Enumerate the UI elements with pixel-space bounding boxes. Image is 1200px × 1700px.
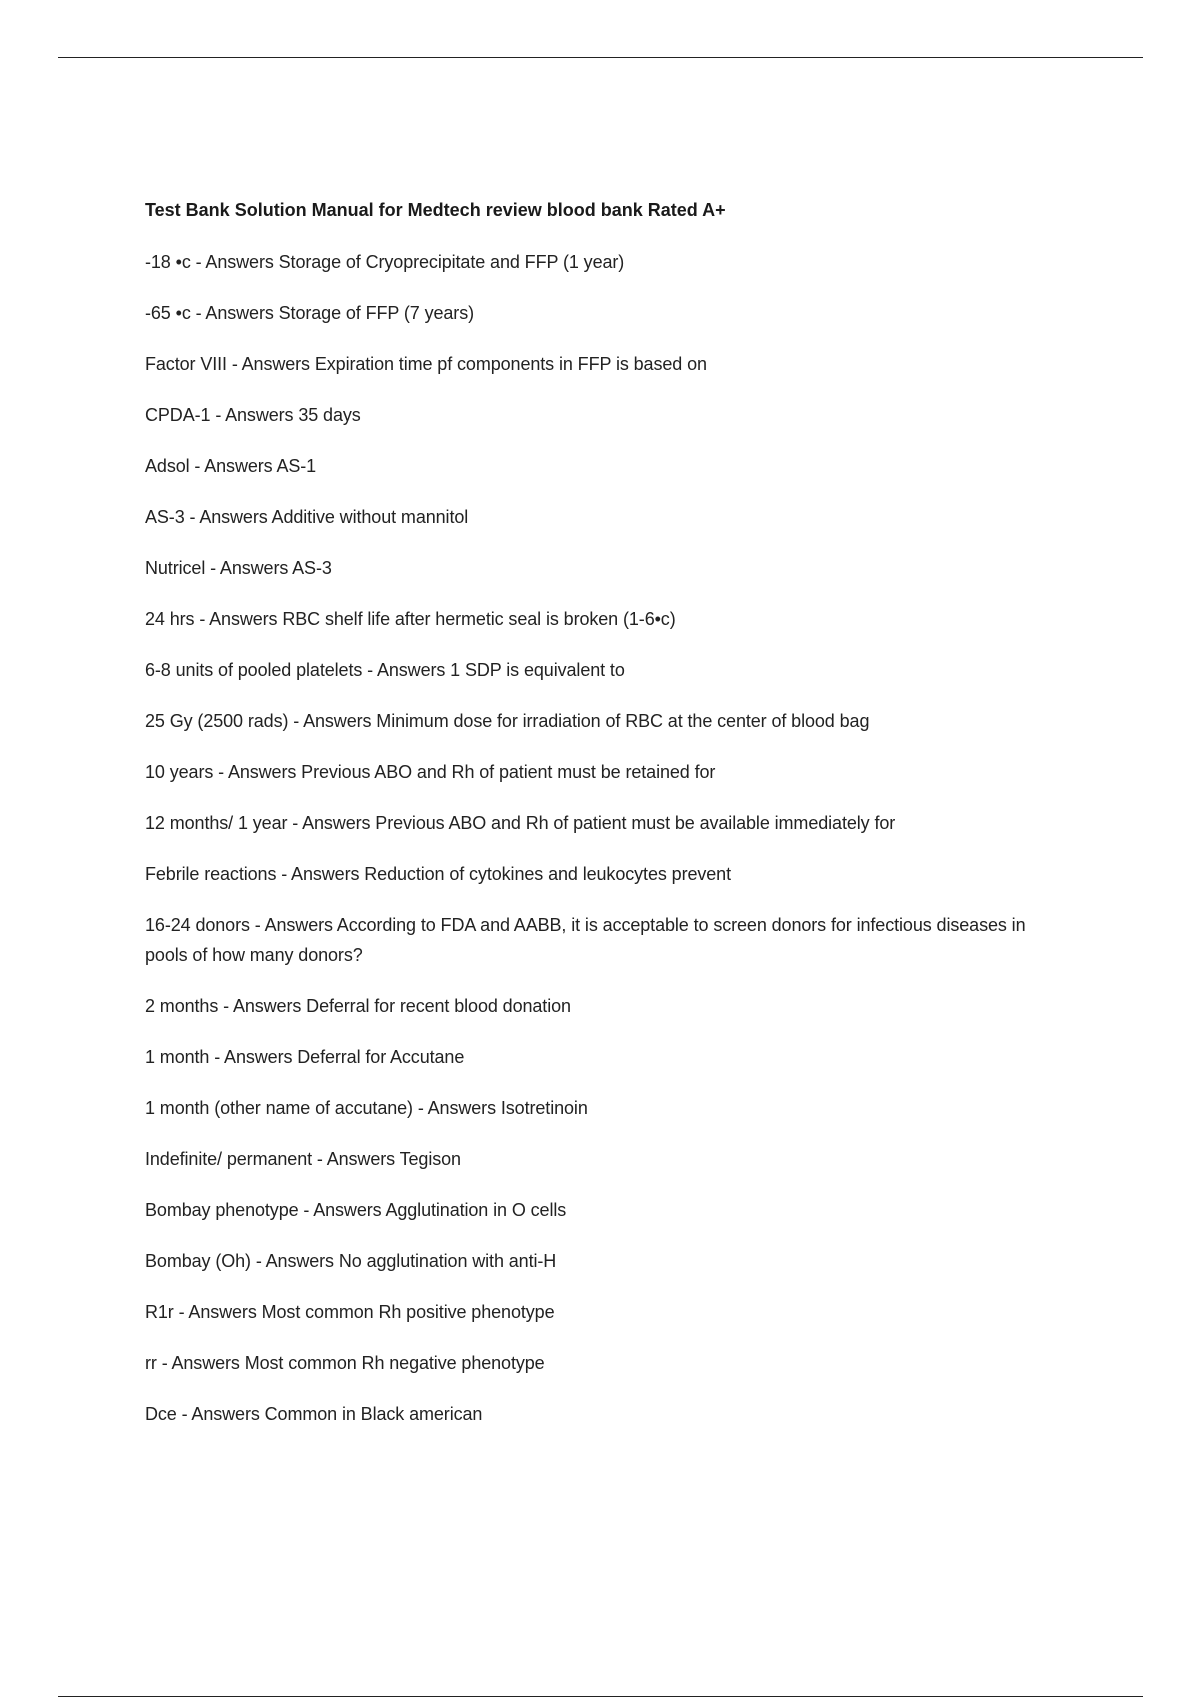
qa-item: Nutricel - Answers AS-3 (145, 558, 332, 578)
qa-item: 6-8 units of pooled platelets - Answers 1 SDP is equivalent to (145, 660, 625, 680)
qa-item: -65 •c - Answers Storage of FFP (7 years) (145, 303, 474, 323)
qa-item: R1r - Answers Most common Rh positive phenotype (145, 1302, 555, 1322)
qa-item: Dce - Answers Common in Black american (145, 1404, 483, 1424)
qa-item: 12 months/ 1 year - Answers Previous ABO and Rh of patient must be available immediately for (145, 813, 896, 833)
document-title: Test Bank Solution Manual for Medtech review blood bank Rated A+ (145, 200, 726, 220)
document-body (145, 196, 1045, 1450)
qa-item: 1 month (other name of accutane) - Answers Isotretinoin (145, 1098, 588, 1118)
qa-item: -18 •c - Answers Storage of Cryoprecipitate and FFP (1 year) (145, 252, 625, 272)
qa-item: 25 Gy (2500 rads) - Answers Minimum dose for irradiation of RBC at the center of blood bag (145, 711, 870, 731)
qa-item: AS-3 - Answers Additive without mannitol (145, 507, 469, 527)
qa-item: Factor VIII - Answers Expiration time pf components in FFP is based on (145, 354, 707, 374)
qa-item: Bombay (Oh) - Answers No agglutination with anti-H (145, 1251, 557, 1271)
qa-item: 10 years - Answers Previous ABO and Rh of patient must be retained for (145, 762, 716, 782)
qa-item: rr - Answers Most common Rh negative phenotype (145, 1353, 545, 1373)
qa-item: Febrile reactions - Answers Reduction of cytokines and leukocytes prevent (145, 864, 731, 884)
qa-item: Adsol - Answers AS-1 (145, 456, 317, 476)
qa-item: 1 month - Answers Deferral for Accutane (145, 1047, 465, 1067)
qa-list (145, 247, 1045, 1429)
top-divider (58, 57, 1143, 58)
bottom-divider (58, 1696, 1143, 1697)
qa-item: Bombay phenotype - Answers Agglutination in O cells (145, 1200, 567, 1220)
qa-item: 24 hrs - Answers RBC shelf life after hermetic seal is broken (1-6•c) (145, 609, 676, 629)
qa-item: CPDA-1 - Answers 35 days (145, 405, 361, 425)
qa-item: 2 months - Answers Deferral for recent blood donation (145, 996, 571, 1016)
qa-item: Indefinite/ permanent - Answers Tegison (145, 1149, 461, 1169)
qa-item: 16-24 donors - Answers According to FDA and AABB, it is acceptable to screen donors for infectious diseases in pools of how many donors? (145, 915, 1026, 965)
